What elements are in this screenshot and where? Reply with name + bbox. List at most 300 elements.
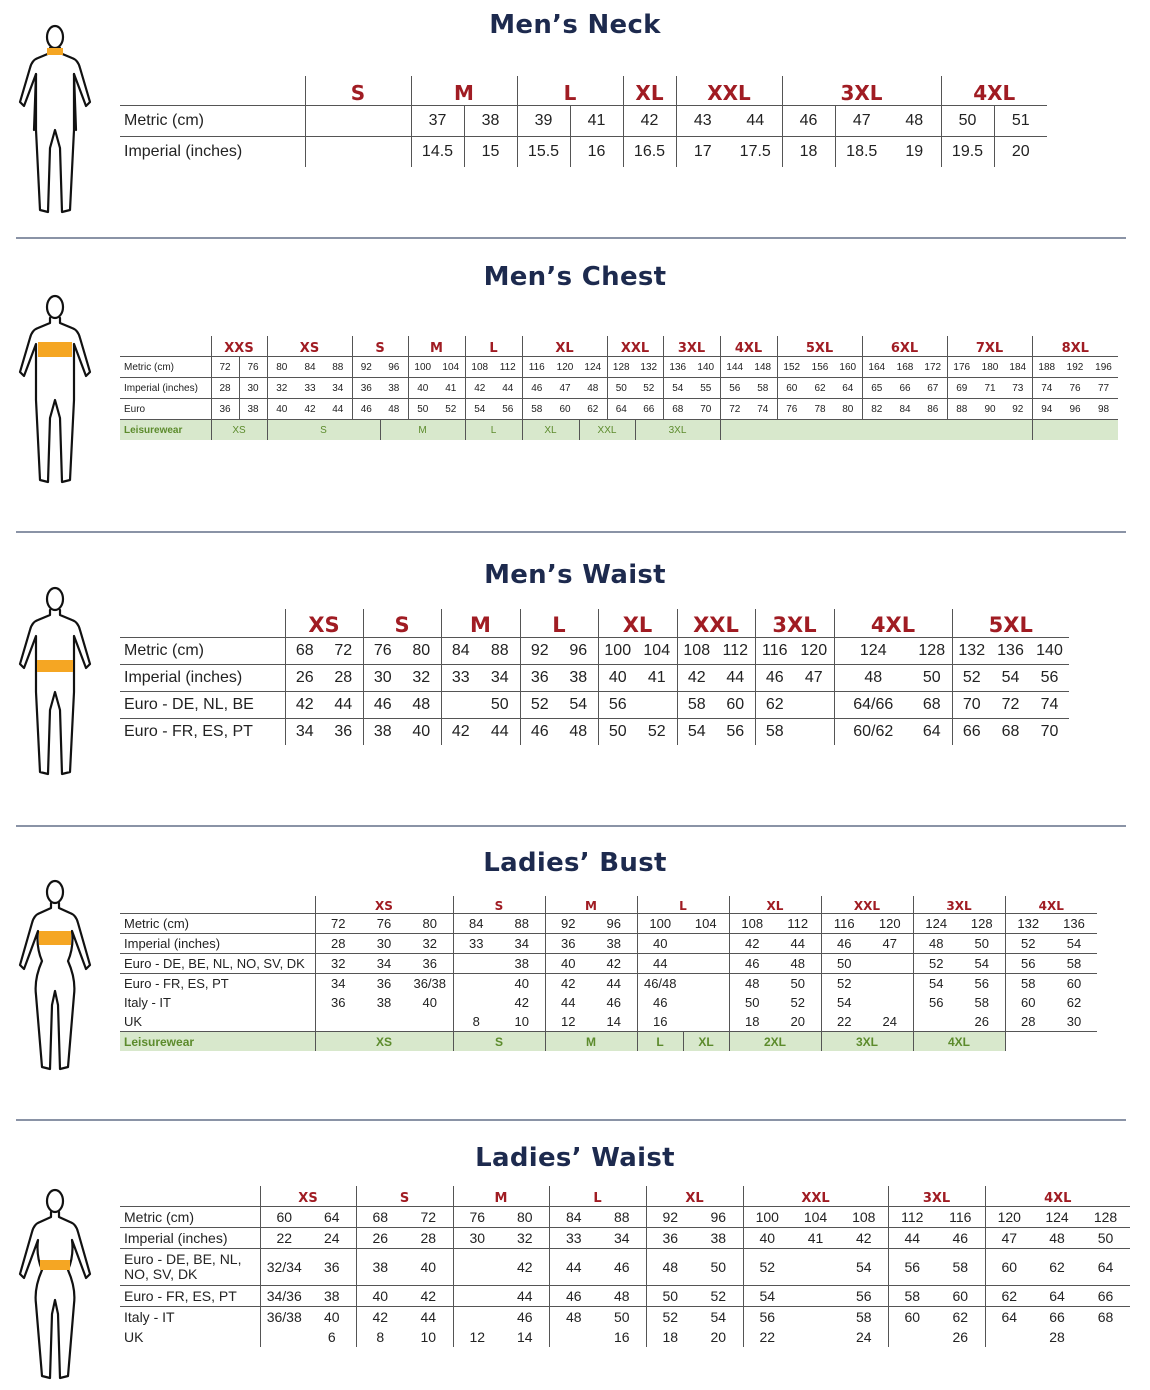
ladies-waist-size-table <box>120 1186 1130 1347</box>
table-cell: 40 <box>637 934 683 954</box>
table-cell: 88 <box>499 914 545 934</box>
table-cell: 136 <box>1051 914 1097 934</box>
table-cell: 156 <box>806 357 834 378</box>
table-cell: 41 <box>791 1228 840 1249</box>
row-label: Euro - DE, BE, NL, NO, SV, DK <box>120 954 315 974</box>
table-cell: 56 <box>743 1307 791 1328</box>
header-spacer <box>120 609 285 638</box>
table-cell: 52 <box>1005 934 1051 954</box>
table-cell: 52 <box>637 719 677 746</box>
table-cell: 34 <box>315 974 361 994</box>
table-cell: 56 <box>888 1249 936 1286</box>
table-cell: 120 <box>867 914 913 934</box>
table-cell: 32 <box>315 954 361 974</box>
table-cell: XL <box>683 1032 729 1052</box>
size-label: XS <box>315 896 453 914</box>
table-cell: 40 <box>545 954 591 974</box>
table-cell: 42 <box>356 1307 404 1328</box>
table-row <box>120 665 1069 692</box>
chest-size-table <box>120 336 1118 440</box>
table-cell: 51 <box>994 106 1047 137</box>
size-label: S <box>453 896 545 914</box>
row-label: Imperial (inches) <box>120 665 285 692</box>
table-cell: 112 <box>888 1207 936 1228</box>
section-divider <box>16 237 1126 239</box>
table-cell: 76 <box>1061 378 1089 399</box>
table-row <box>120 974 1097 994</box>
table-cell <box>453 1307 501 1328</box>
table-cell: 41 <box>437 378 465 399</box>
size-label: S <box>352 336 408 357</box>
table-cell: 33 <box>549 1228 598 1249</box>
table-cell: 50 <box>646 1286 694 1307</box>
size-label: 3XL <box>888 1186 985 1207</box>
table-cell: 44 <box>545 993 591 1012</box>
table-cell: 40 <box>499 974 545 994</box>
table-cell: 24 <box>855 1329 872 1345</box>
table-cell: 20 <box>710 1329 727 1345</box>
size-label: L <box>637 896 729 914</box>
table-cell: 36 <box>646 1228 694 1249</box>
table-cell: 26 <box>974 1014 989 1029</box>
table-cell: 66 <box>952 719 991 746</box>
table-cell: 70 <box>1030 719 1069 746</box>
table-cell <box>260 1327 308 1347</box>
table-cell: 74 <box>1030 692 1069 719</box>
size-label: 5XL <box>952 609 1069 638</box>
table-cell: 54 <box>840 1249 888 1286</box>
table-cell: 92 <box>520 638 559 665</box>
table-cell: 42 <box>729 934 775 954</box>
table-cell: 15.5 <box>517 137 570 168</box>
table-row <box>120 954 1097 974</box>
size-label: 3XL <box>755 609 834 638</box>
table-cell: 34 <box>324 378 352 399</box>
table-cell: 58 <box>755 719 794 746</box>
table-cell: 108 <box>465 357 494 378</box>
table-cell: 68 <box>912 692 952 719</box>
table-cell: 44 <box>480 719 520 746</box>
table-cell <box>720 420 1032 441</box>
table-cell: 42 <box>404 1286 453 1307</box>
table-cell: 62 <box>1066 995 1082 1010</box>
row-label: Imperial (inches) <box>120 934 315 954</box>
table-cell: XL <box>522 420 579 441</box>
table-cell: 90 <box>976 399 1004 420</box>
table-cell <box>683 954 729 974</box>
table-cell <box>1081 1327 1130 1347</box>
table-cell: 54 <box>991 665 1030 692</box>
table-row <box>120 399 1118 420</box>
table-cell: 2XL <box>729 1032 821 1052</box>
table-cell: 60 <box>1051 974 1097 994</box>
table-cell: 112 <box>716 638 755 665</box>
table-cell: 48 <box>913 934 959 954</box>
table-cell: 100 <box>637 914 683 934</box>
table-cell: 60/62 <box>834 719 912 746</box>
table-cell: 160 <box>834 357 862 378</box>
table-cell: 40 <box>404 1249 453 1286</box>
size-label: XXL <box>677 609 755 638</box>
table-cell: 48 <box>646 1249 694 1286</box>
table-cell: 58 <box>1051 954 1097 974</box>
table-cell: 24 <box>308 1228 356 1249</box>
table-cell: 108 <box>677 638 716 665</box>
table-cell: 26 <box>356 1228 404 1249</box>
table-row <box>120 934 1097 954</box>
table-cell: 94 <box>1032 399 1061 420</box>
table-cell: 76 <box>239 357 267 378</box>
table-cell: 58 <box>677 692 716 719</box>
table-cell: 68 <box>991 719 1030 746</box>
table-cell: 52 <box>743 1249 791 1286</box>
table-cell: 48 <box>579 378 607 399</box>
table-cell: 73 <box>1004 378 1032 399</box>
table-cell: 42 <box>501 1249 549 1286</box>
table-row <box>120 357 1118 378</box>
size-label: XL <box>646 1186 743 1207</box>
table-cell: 96 <box>1061 399 1089 420</box>
table-cell: 52 <box>694 1286 743 1307</box>
table-cell: 116 <box>821 914 867 934</box>
section-title-neck: Men’s Neck <box>489 10 661 40</box>
table-cell: 124 <box>913 914 959 934</box>
table-cell: 14 <box>606 1014 621 1029</box>
table-cell: 40 <box>308 1307 356 1328</box>
table-cell: 56 <box>720 378 749 399</box>
table-cell: 36 <box>361 974 407 994</box>
table-cell: 48 <box>598 1286 646 1307</box>
table-cell: 60 <box>260 1207 308 1228</box>
table-row <box>120 106 1047 137</box>
table-cell: 34 <box>598 1228 646 1249</box>
table-cell: M <box>380 420 465 441</box>
size-label: XS <box>260 1186 356 1207</box>
table-cell: 60 <box>888 1307 936 1328</box>
table-cell: 74 <box>1032 378 1061 399</box>
table-cell: 46 <box>522 378 551 399</box>
table-cell: 48 <box>559 719 598 746</box>
table-cell <box>791 1286 840 1307</box>
table-cell: 48 <box>380 399 408 420</box>
table-cell: 36 <box>545 934 591 954</box>
table-cell: 48 <box>775 954 821 974</box>
table-cell: 60 <box>936 1286 985 1307</box>
table-cell: 168 <box>891 357 919 378</box>
table-cell: 38 <box>499 954 545 974</box>
table-cell: 42 <box>623 106 676 137</box>
table-cell: 32 <box>267 378 296 399</box>
table-cell: 14 <box>516 1329 533 1345</box>
table-cell: 36 <box>520 665 559 692</box>
table-cell: 140 <box>1030 638 1069 665</box>
table-cell: 116 <box>522 357 551 378</box>
table-cell: 64/66 <box>834 692 912 719</box>
size-label: S <box>356 1186 453 1207</box>
table-cell: 64 <box>308 1207 356 1228</box>
table-cell: 28 <box>1049 1329 1065 1345</box>
table-cell <box>1005 1032 1097 1052</box>
table-cell: 58 <box>974 995 989 1010</box>
table-cell: 48 <box>402 692 441 719</box>
table-cell <box>305 106 411 137</box>
table-cell: 58 <box>1005 974 1051 994</box>
table-cell: 40 <box>598 665 637 692</box>
table-cell: 120 <box>794 638 834 665</box>
size-label: XXL <box>821 896 913 914</box>
table-cell: 116 <box>755 638 794 665</box>
size-label: XXS <box>211 336 267 357</box>
table-cell: 14.5 <box>411 137 464 168</box>
table-cell: 68 <box>356 1207 404 1228</box>
row-label: Imperial (inches) <box>120 378 211 399</box>
table-cell: 68 <box>1081 1307 1130 1328</box>
table-cell: 67 <box>919 378 947 399</box>
table-row <box>120 137 1047 168</box>
table-cell: 80 <box>501 1207 549 1228</box>
size-label: L <box>465 336 522 357</box>
table-cell: 60 <box>551 399 579 420</box>
size-label: XL <box>623 76 676 106</box>
table-row <box>120 993 1097 1012</box>
table-cell: 18 <box>729 1012 775 1032</box>
table-cell: 40 <box>267 399 296 420</box>
table-cell: 33 <box>441 665 480 692</box>
table-cell: 38 <box>376 995 392 1010</box>
table-cell: 46 <box>729 954 775 974</box>
table-cell: 30 <box>239 378 267 399</box>
table-cell: 50 <box>1081 1228 1130 1249</box>
table-cell: 80 <box>407 914 453 934</box>
table-row <box>120 1327 1130 1347</box>
table-cell: 54 <box>821 993 867 1012</box>
table-cell: 80 <box>267 357 296 378</box>
table-cell: 54 <box>694 1307 743 1328</box>
bust-size-table <box>120 896 1097 1051</box>
table-cell: 3XL <box>635 420 720 441</box>
table-cell: 58 <box>522 399 551 420</box>
table-cell: 188 <box>1032 357 1061 378</box>
table-cell: 72 <box>991 692 1030 719</box>
table-cell: 22 <box>821 1012 867 1032</box>
table-cell: 47 <box>551 378 579 399</box>
table-cell: 18 <box>646 1327 694 1347</box>
table-row <box>120 1228 1130 1249</box>
table-cell: 38 <box>559 665 598 692</box>
table-cell: 46 <box>352 399 380 420</box>
table-cell: 34 <box>285 719 324 746</box>
table-cell: 176 <box>947 357 976 378</box>
table-cell: 26 <box>952 1329 969 1345</box>
leisurewear-row <box>120 420 1118 441</box>
table-cell: 196 <box>1089 357 1118 378</box>
size-label: 4XL <box>1005 896 1097 914</box>
row-label: Leisurewear <box>120 420 211 441</box>
table-cell: 71 <box>976 378 1004 399</box>
size-label: XL <box>522 336 607 357</box>
table-cell: 6 <box>327 1329 336 1345</box>
table-cell: 16.5 <box>623 137 676 168</box>
table-cell: 58 <box>936 1249 985 1286</box>
section-divider <box>16 1119 1126 1121</box>
table-cell: 54 <box>1051 934 1097 954</box>
table-cell: 40 <box>422 995 437 1010</box>
table-cell <box>867 974 913 994</box>
table-cell: 46 <box>598 1249 646 1286</box>
table-cell: 64 <box>985 1307 1033 1328</box>
table-cell: 12 <box>545 1012 591 1032</box>
table-cell: 34 <box>499 934 545 954</box>
table-cell: 56 <box>959 974 1005 994</box>
table-cell: 28 <box>315 934 361 954</box>
size-label: 8XL <box>1032 336 1118 357</box>
table-cell: 47 <box>835 106 888 137</box>
table-cell: 48 <box>888 106 941 137</box>
table-cell: 44 <box>549 1249 598 1286</box>
table-cell: 56 <box>913 993 959 1012</box>
table-cell: 46 <box>782 106 835 137</box>
table-cell: 40 <box>356 1286 404 1307</box>
table-cell: 76 <box>363 638 402 665</box>
size-label: M <box>441 609 520 638</box>
size-label: XL <box>598 609 677 638</box>
table-cell: 10 <box>514 1014 529 1029</box>
table-cell: 44 <box>591 974 637 994</box>
table-cell: 55 <box>692 378 720 399</box>
table-cell <box>791 1249 840 1286</box>
body-figure-icon <box>14 1184 96 1382</box>
table-cell: 16 <box>570 137 623 168</box>
table-cell: 104 <box>791 1207 840 1228</box>
table-cell: 30 <box>361 934 407 954</box>
table-cell: 48 <box>549 1307 598 1328</box>
size-label: S <box>363 609 441 638</box>
table-cell: 104 <box>437 357 465 378</box>
table-cell: 140 <box>692 357 720 378</box>
section-divider <box>16 531 1126 533</box>
table-cell: 52 <box>913 954 959 974</box>
table-cell: 66 <box>1033 1307 1081 1328</box>
section-title-bust: Ladies’ Bust <box>483 848 667 878</box>
row-label: UK <box>124 1329 144 1345</box>
row-label: Metric (cm) <box>120 638 285 665</box>
table-cell: 84 <box>549 1207 598 1228</box>
table-cell: 52 <box>646 1307 694 1328</box>
size-label: 3XL <box>782 76 941 106</box>
size-label: 3XL <box>913 896 1005 914</box>
section-title-chest: Men’s Chest <box>483 262 667 292</box>
table-cell: 16 <box>637 1012 683 1032</box>
table-cell: 41 <box>570 106 623 137</box>
table-cell: 38 <box>464 106 517 137</box>
table-cell: 17.5 <box>729 137 782 168</box>
size-label: M <box>453 1186 549 1207</box>
table-cell: 36 <box>324 719 363 746</box>
table-cell: 22 <box>743 1327 791 1347</box>
table-cell: 44 <box>637 954 683 974</box>
table-cell: 44 <box>494 378 522 399</box>
table-cell <box>315 1012 361 1032</box>
table-cell: 62 <box>1033 1249 1081 1286</box>
table-cell <box>441 692 480 719</box>
table-cell <box>867 993 913 1012</box>
table-cell: 36 <box>407 954 453 974</box>
table-cell: 52 <box>437 399 465 420</box>
table-cell: 54 <box>743 1286 791 1307</box>
table-cell: 60 <box>716 692 755 719</box>
table-cell: L <box>637 1032 683 1052</box>
table-cell: 42 <box>285 692 324 719</box>
table-cell: L <box>465 420 522 441</box>
table-cell: 144 <box>720 357 749 378</box>
table-cell: 112 <box>494 357 522 378</box>
table-cell: 84 <box>891 399 919 420</box>
table-cell: 40 <box>408 378 437 399</box>
table-cell: 56 <box>1030 665 1069 692</box>
table-cell: 58 <box>888 1286 936 1307</box>
table-cell: 120 <box>551 357 579 378</box>
table-cell: 92 <box>646 1207 694 1228</box>
table-cell: 70 <box>692 399 720 420</box>
header-spacer <box>120 336 211 357</box>
table-cell: 44 <box>501 1286 549 1307</box>
table-cell: 38 <box>694 1228 743 1249</box>
table-cell: 88 <box>598 1207 646 1228</box>
table-cell: XXL <box>579 420 635 441</box>
table-cell: 40 <box>743 1228 791 1249</box>
table-cell: 43 <box>676 106 729 137</box>
size-label: XS <box>285 609 363 638</box>
leisurewear-row <box>120 1032 1097 1052</box>
table-cell <box>985 1327 1033 1347</box>
table-cell: 42 <box>514 995 529 1010</box>
table-cell: 50 <box>598 719 637 746</box>
table-cell: 92 <box>352 357 380 378</box>
table-cell: 120 <box>985 1207 1033 1228</box>
table-cell: 19.5 <box>941 137 994 168</box>
table-cell: 28 <box>404 1228 453 1249</box>
size-label: M <box>545 896 637 914</box>
table-cell: 88 <box>324 357 352 378</box>
table-cell: 60 <box>777 378 806 399</box>
table-cell: 26 <box>285 665 324 692</box>
size-label: XS <box>267 336 352 357</box>
table-cell: 124 <box>1033 1207 1081 1228</box>
table-cell: 36 <box>211 399 239 420</box>
row-label: UK <box>124 1014 143 1029</box>
table-cell <box>637 692 677 719</box>
table-cell: 62 <box>806 378 834 399</box>
table-cell: 20 <box>994 137 1047 168</box>
table-cell: 28 <box>1005 1012 1051 1032</box>
table-cell: S <box>267 420 380 441</box>
row-label: Leisurewear <box>120 1032 315 1052</box>
table-cell: 108 <box>840 1207 888 1228</box>
table-cell: 96 <box>380 357 408 378</box>
table-cell: 38 <box>380 378 408 399</box>
section-title-waist: Men’s Waist <box>484 560 666 590</box>
table-cell: 66 <box>1081 1286 1130 1307</box>
table-cell: 38 <box>239 399 267 420</box>
table-cell: 46 <box>549 1286 598 1307</box>
table-cell: 46 <box>520 719 559 746</box>
table-cell: 64 <box>1033 1286 1081 1307</box>
table-cell: XS <box>211 420 267 441</box>
row-label: Imperial (inches) <box>120 137 305 168</box>
table-cell: 62 <box>579 399 607 420</box>
table-cell: 46 <box>363 692 402 719</box>
table-cell: 112 <box>775 914 821 934</box>
